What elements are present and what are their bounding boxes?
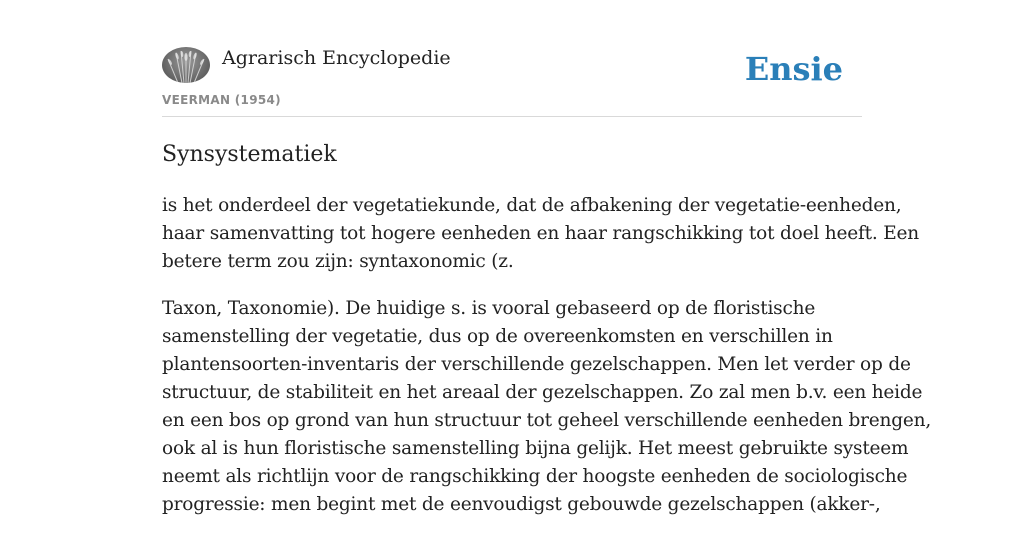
- text-line: Taxon, Taxonomie). De huidige s. is vooral gebaseerd op de floristische: [162, 298, 816, 319]
- text-line: betere term zou zijn: syntaxonomic (z.: [162, 251, 514, 272]
- text-line: progressie: men begint met de eenvoudigst gebouwde gezelschappen (akker-,: [162, 494, 881, 515]
- source-header: [162, 0, 862, 117]
- paragraph: [162, 295, 932, 519]
- text-line: haar samenvatting tot hogere eenheden en haar rangschikking tot doel heeft. Een: [162, 223, 919, 244]
- text-line: plantensoorten-inventaris der verschillende gezelschappen. Men let verder op de: [162, 354, 911, 375]
- text-line: en een bos op grond van hun structuur tot geheel verschillende eenheden brengen,: [162, 410, 932, 431]
- article-body: [162, 192, 932, 538]
- ensie-brand-link[interactable]: Ensie: [744, 50, 843, 88]
- source-title[interactable]: Agrarisch Encyclopedie: [222, 47, 451, 69]
- text-line: is het onderdeel der vegetatiekunde, dat de afbakening der vegetatie-eenheden,: [162, 195, 902, 216]
- text-line: structuur, de stabiliteit en het areaal der gezelschappen. Zo zal men b.v. een heide: [162, 382, 923, 403]
- article-page: [162, 0, 932, 515]
- text-line: ook al is hun floristische samenstelling bijna gelijk. Het meest gebruikte systeem: [162, 438, 909, 459]
- article-title: Synsystematiek: [162, 142, 337, 167]
- paragraph: [162, 192, 919, 276]
- wheat-logo-graphic: [162, 47, 210, 83]
- wheat-logo-icon[interactable]: [162, 47, 210, 83]
- text-line: neemt als richtlijn voor de rangschikking der hoogste eenheden de sociologische: [162, 466, 908, 487]
- text-line: samenstelling der vegetatie, dus op de overeenkomsten en verschillen in: [162, 326, 833, 347]
- source-author: VEERMAN (1954): [162, 93, 281, 107]
